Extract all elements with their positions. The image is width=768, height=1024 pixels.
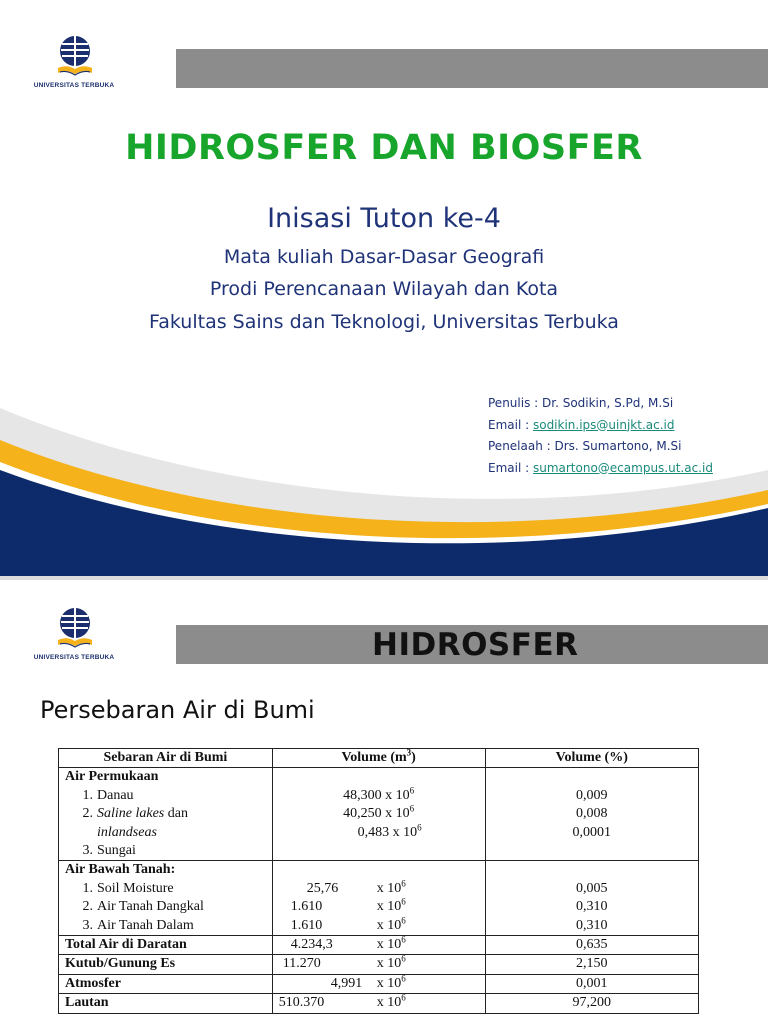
header-volume-m3: Volume $(m^3)$	[272, 749, 485, 768]
volume-value: 4,991 x $10^6$	[330, 973, 406, 991]
percent-value: 0,005	[576, 880, 608, 896]
table-row: Lautan 510.370 x $10^6$ 97,200	[59, 994, 699, 1013]
reviewer-name: Drs. Sumartono, M.Si	[554, 439, 682, 453]
table-row-surface	[59, 768, 699, 861]
writer-email-line: Email : sodikin.ips@uinjkt.ac.id	[488, 417, 675, 432]
reviewer-email-link[interactable]: sumartono@ecampus.ut.ac.id	[532, 460, 713, 475]
percent-value: 0,310	[576, 917, 608, 933]
reviewer-line: Penelaah : Drs. Sumartono, M.Si	[488, 439, 682, 453]
logo	[29, 604, 119, 664]
volume-value: 11.270 x $10^6$	[282, 953, 406, 972]
writer-line: Penulis : Dr. Sodikin, S.Pd, M.Si	[488, 396, 674, 410]
slide-title-heading: HIDROSFER DAN BIOSFER	[125, 128, 643, 168]
percent-value: 0,635	[485, 935, 698, 954]
volume-value: 40,250 x $10^6$	[343, 803, 415, 822]
ground-label: Air Bawah Tanah:	[65, 862, 176, 878]
percent-value: 97,200	[485, 994, 698, 1013]
percent-value: 0,009	[576, 787, 608, 803]
percent-value: 0,008	[576, 806, 608, 822]
list-item: 2. Air Tanah Dangkal	[82, 899, 204, 915]
table-row-ground	[59, 861, 699, 936]
volume-value: 48,300 x $10^6$	[343, 785, 415, 803]
faculty-name: Fakultas Sains dan Teknologi, Universitas Terbuka	[149, 311, 619, 333]
surface-label: Air Permukaan	[65, 769, 159, 785]
percent-value: 0,0001	[572, 824, 611, 840]
logo-text: UNIVERSITAS TERBUKA	[33, 82, 115, 89]
list-item: 2. Saline lakes dan	[82, 806, 188, 822]
percent-value: 0,310	[576, 899, 608, 915]
volume-value: 1.610 x $10^6$	[290, 896, 406, 915]
list-item: 1. Danau	[82, 787, 134, 803]
university-logo-icon	[55, 604, 95, 654]
writer-email-link[interactable]: sodikin.ips@uinjkt.ac.id	[532, 417, 675, 432]
list-item: 3. Air Tanah Dalam	[82, 917, 194, 933]
volume-value: 0,483 x $10^6$	[357, 821, 422, 840]
reviewer-email-line: Email : sumartono@ecampus.ut.ac.id	[488, 460, 713, 475]
table-row: Total Air di Daratan 4.234,3 x $10^6$ 0,635	[59, 935, 699, 954]
list-item: 3. Sungai	[82, 842, 136, 858]
table-row: Kutub/Gunung Es 11.270 x $10^6$ 2,150	[59, 955, 699, 974]
header-distribution: Sebaran Air di Bumi	[59, 749, 273, 768]
list-item: 1. Soil Moisture	[82, 880, 174, 896]
writer-name: Dr. Sodikin, S.Pd, M.Si	[542, 396, 674, 410]
water-distribution-table	[58, 748, 699, 1014]
credits	[488, 393, 713, 479]
table-header-row	[59, 749, 699, 768]
slide-heading-hidrosfer: HIDROSFER	[372, 627, 579, 663]
list-item: inlandseas	[97, 824, 157, 840]
percent-value: 2,150	[485, 955, 698, 974]
section-heading: Persebaran Air di Bumi	[40, 696, 315, 724]
header-volume-percent: Volume (%)	[485, 749, 698, 768]
volume-value: 25,76 x $10^6$	[306, 878, 406, 896]
volume-value: 4.234,3 x $10^6$	[290, 934, 406, 952]
percent-value: 0,001	[485, 974, 698, 993]
slide-subtitle: Inisasi Tuton ke-4	[267, 203, 501, 234]
volume-value: 510.370 x $10^6$	[278, 992, 406, 1011]
logo-text: UNIVERSITAS TERBUKA	[33, 654, 115, 661]
table-row: Atmosfer 4,991 x $10^6$ 0,001	[59, 974, 699, 993]
program-name: Prodi Perencanaan Wilayah dan Kota	[209, 278, 559, 300]
course-name: Mata kuliah Dasar-Dasar Geografi	[223, 246, 545, 268]
volume-value: 1.610 x $10^6$	[290, 914, 406, 933]
